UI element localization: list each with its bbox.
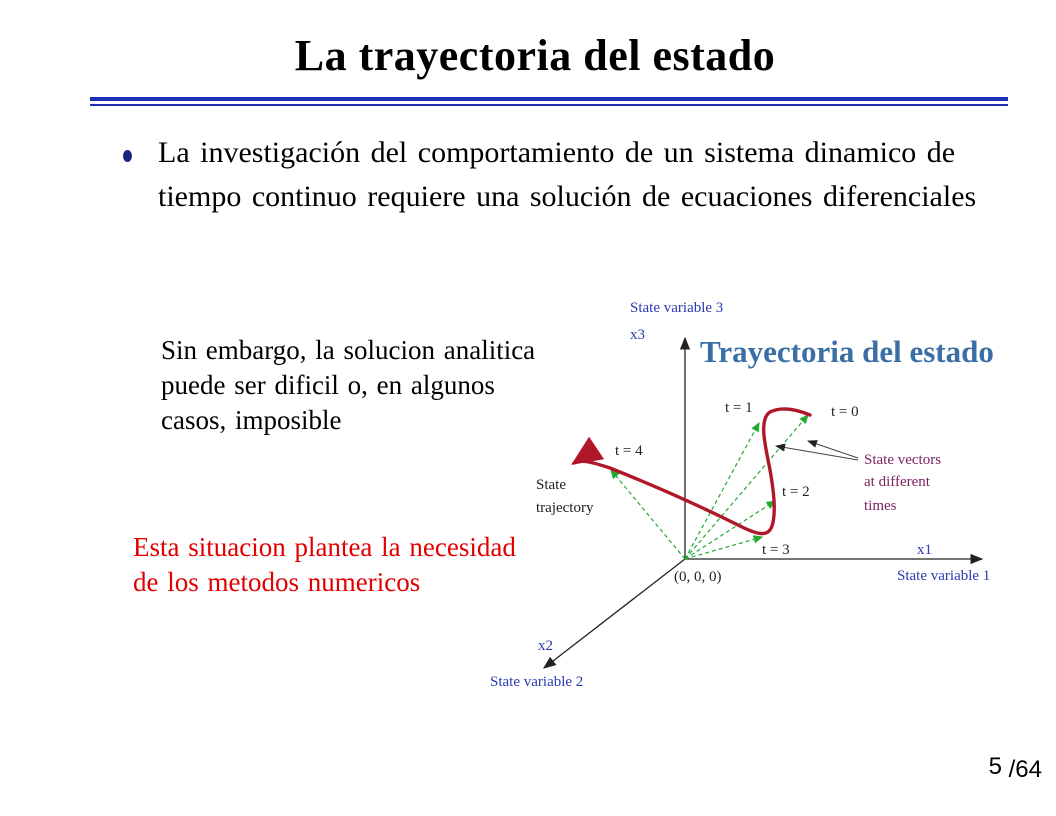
axis-x2-name: State variable 2 [490,674,584,690]
page-number [988,753,1042,784]
axis-x3-label: x3 [630,327,645,343]
state-vector-t1 [685,423,759,559]
axis-x2-label: x2 [538,638,553,654]
figure-heading: Trayectoria del estado [700,334,994,369]
bullet-icon [123,150,132,162]
axis-x3-name: State variable 3 [630,300,724,316]
vectors-label-line1: State vectors [864,452,942,468]
state-trajectory-diagram [470,288,1056,698]
annotation-pointer-2 [776,446,858,460]
state-trajectory-curve [574,409,810,534]
origin-label: (0, 0, 0) [674,569,722,585]
time-label-t3: t = 3 [762,542,790,558]
page-total: /64 [1008,756,1042,783]
axis-x1-label: x1 [917,542,932,558]
axis-x1-name: State variable 1 [897,568,991,584]
numerical-methods-text: Esta situacion plantea la necesidad de los metodos numericos [133,532,516,597]
time-label-t1: t = 1 [725,400,753,416]
axis-x2 [544,559,685,668]
slide-title: La trayectoria del estado [294,31,776,80]
title-rule-thick [90,97,1008,101]
vectors-label-line2: at different [864,474,930,490]
title-rule-thin [90,104,1008,106]
trajectory-label-line1: State [536,477,566,493]
state-vector-t3 [685,537,762,559]
vectors-label-line3: times [864,498,897,514]
time-label-t2: t = 2 [782,484,810,500]
page-current: 5 [988,753,1002,780]
bullet-text: La investigación del comportamiento de un sistema dinamico de tiempo continuo requiere una solución de ecuaciones diferenciales [158,136,977,213]
time-label-t4: t = 4 [615,443,643,459]
time-label-t0: t = 0 [831,404,859,420]
trajectory-label-line2: trajectory [536,500,594,516]
analytic-solution-text: Sin embargo, la solucion analitica puede ser dificil o, en algunos casos, imposible [161,335,536,435]
